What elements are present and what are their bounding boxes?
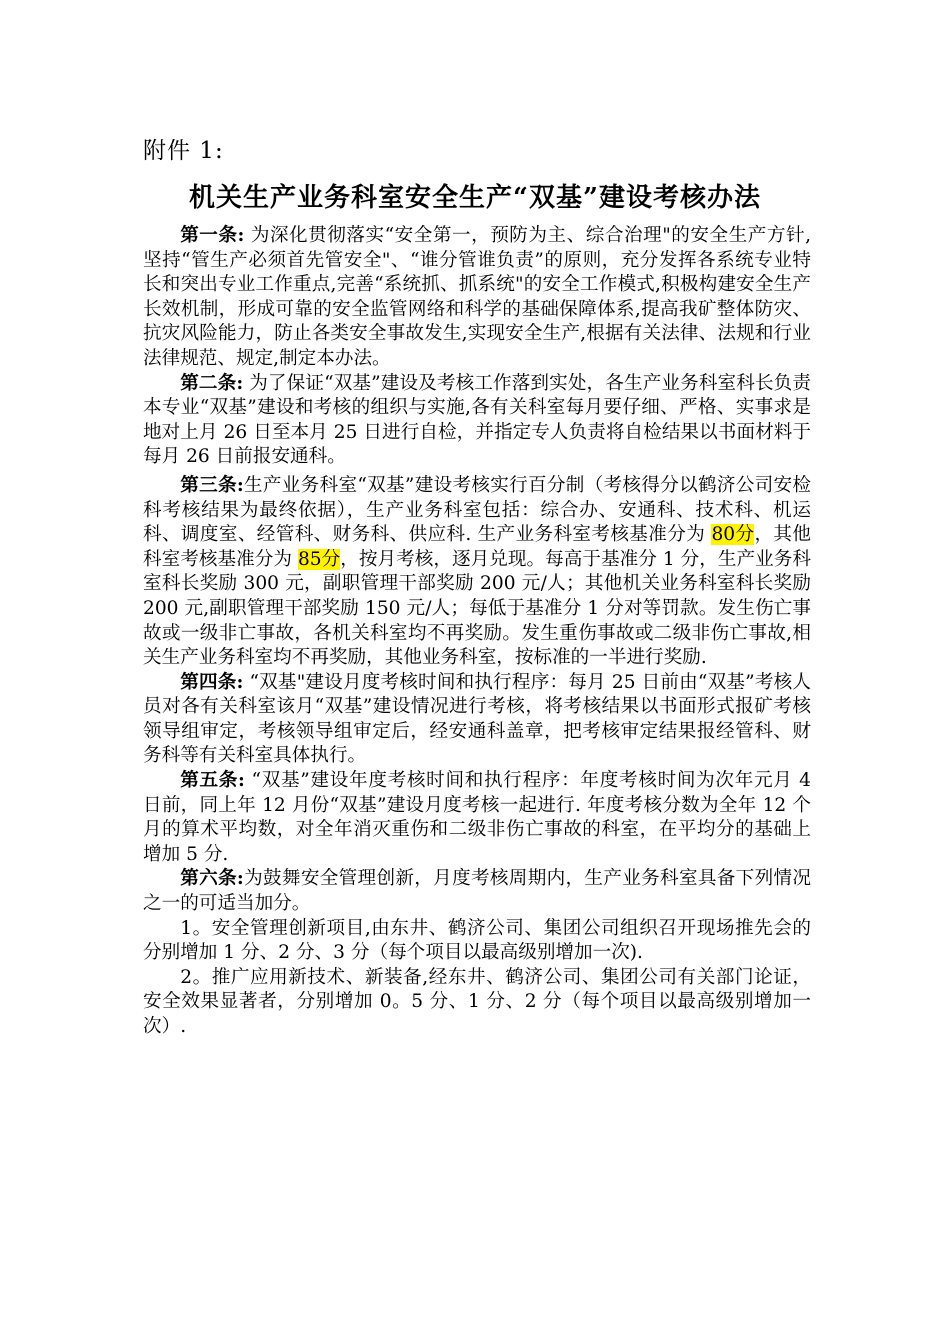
article-5 [143,769,811,867]
article-label: 第四条: [180,671,244,693]
article-label: 第六条: [180,868,244,890]
article-text: 生产业务科室“双基”建设考核实行百分制（考核得分以鹤济公司安检科考核结果为最终依据），生产业务科室包括：综合办、安通科、技术科、机运科、调度室、经管科、财务科、供应科. 生产业务科室考核基准分为 [143,474,811,546]
article-6 [143,867,811,916]
article-1 [143,224,811,372]
highlighted-score: 85分 [297,548,341,570]
article-text: 为深化贯彻落实“安全第一，预防为主、综合治理"的安全生产方针,坚持“管生产必须首先管安全"、“谁分管谁负责”的原则，充分发挥各系统专业特长和突出专业工作重点,完善“系统抓、抓系统"的安全工作模式,积极构建安全生产长效机制，形成可靠的安全监管网络和科学的基础保障体系,提高我矿整体防灾、抗灾风险能力，防止各类安全事故发生,实现安全生产,根据有关法律、法规和行业法律规范、规定,制定本办法。 [143,225,811,369]
article-label: 第三条: [180,474,244,496]
article-3 [143,474,811,671]
document-body [143,224,811,1040]
article-2 [143,372,811,470]
article-text: ，其他科室考核基准分为 [143,524,811,570]
article-text: “双基”建设年度考核时间和执行程序：年度考核时间为次年元月 4 日前，同上年 12 月份“双基”建设月度考核一起进行. 年度考核分数为全年 12 个月的算术平均数，对全年消灭重伤和二级非伤亡事故的科室，在平均分的基础上增加 5 分. [143,770,811,865]
article-text: 为鼓舞安全管理创新，月度考核周期内，生产业务科室具备下列情况之一的可适当加分。 [143,868,811,915]
attachment-label: 附件 1: [143,138,224,164]
article-label: 第二条: [180,372,244,394]
list-item: 1。安全管理创新项目,由东井、鹤济公司、集团公司组织召开现场推先会的分别增加 1 分、2 分、3 分（每个项目以最高级别增加一次). [143,917,811,964]
article-text: ，按月考核，逐月兑现。每高于基准分 1 分，生产业务科室科长奖励 300 元，副职管理干部奖励 200 元/人；其他机关业务科室科长奖励 200 元,副职管理干部奖励 150 元/人；每低于基准分 1 分对等罚款。发生伤亡事故或一级非亡事故，各机关科室均不再奖励。发生重伤事故或二级非伤亡事故,相关生产业务科室均不再奖励，其他业务科室，按标准的一半进行奖励. [143,548,811,669]
article-label: 第一条: [180,225,245,246]
list-item: 2。推广应用新技术、新装备,经东井、鹤济公司、集团公司有关部门论证，安全效果显著者，分别增加 0。5 分、1 分、2 分（每个项目以最高级别增加一次）. [143,966,811,1037]
article-text: 为了保证“双基”建设及考核工作落到实处，各生产业务科室科长负责本专业“双基”建设和考核的组织与实施,各有关科室每月要仔细、严格、实事求是地对上月 26 日至本月 25 日进行自检，并指定专人负责将自检结果以书面材料于每月 26 日前报安通科。 [143,372,811,468]
article-label: 第五条: [180,770,245,792]
highlighted-score: 80分 [711,524,755,546]
article-text: “双基"建设月度考核时间和执行程序：每月 25 日前由“双基”考核人员对各有关科室该月“双基”建设情况进行考核，将考核结果以书面形式报矿考核领导组审定，考核领导组审定后，经安通科盖章，把考核审定结果报经管科、财务科等有关科室具体执行。 [143,671,811,767]
document-title: 机关生产业务科室安全生产“双基”建设考核办法 [189,183,761,213]
article-4 [143,671,811,769]
